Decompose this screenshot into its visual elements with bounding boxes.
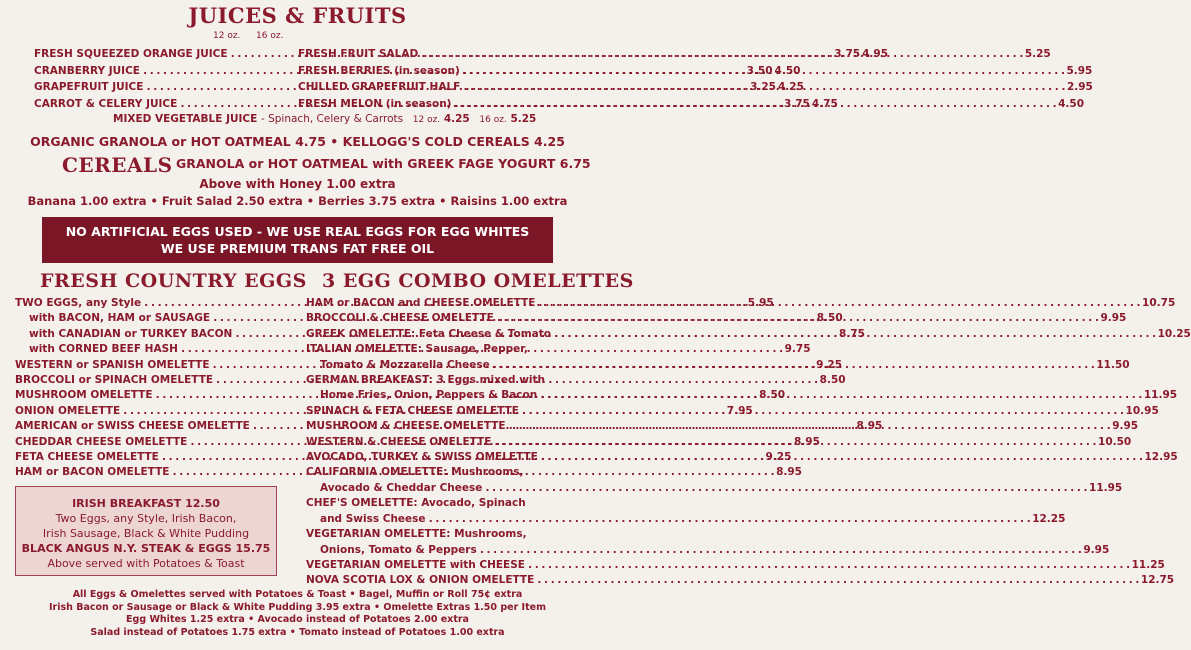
omelette-item-price: 12.25 — [1032, 512, 1066, 525]
cereal-line-2: GRANOLA or HOT OATMEAL with GREEK FAGE YOGURT 6.75 — [176, 156, 591, 171]
omelette-item-price: 10.95 — [1125, 404, 1159, 417]
juice-name: CARROT & CELERY JUICE . . . — [34, 96, 782, 113]
specials-box — [15, 486, 277, 576]
omelette-item-price: 12.75 — [1140, 574, 1175, 587]
fruit-item-name: FRESH FRUIT SALAD . . . — [298, 46, 1023, 63]
egg-item-name: WESTERN or SPANISH OMELETTE . . . — [15, 358, 814, 373]
omelette-item-name: Onions, Tomato & Peppers . . . — [320, 543, 1081, 558]
egg-item-price: 8.50 — [816, 312, 843, 325]
omelette-item — [306, 465, 568, 480]
egg-item-name: FETA CHEESE OMELETTE . . . — [15, 450, 764, 465]
juice-price-small: 3.50 — [746, 64, 773, 77]
size-large-label: 16 oz. — [256, 31, 284, 41]
cereal-line-3: Above with Honey 1.00 extra — [199, 177, 396, 191]
omelette-item — [306, 543, 1110, 558]
egg-item-name: MUSHROOM OMELETTE . . . — [15, 388, 757, 403]
steak-eggs-line-1: Above served with Potatoes & Toast — [47, 557, 245, 570]
footer-line-1: All Eggs & Omelettes served with Potatoes & Toast • Bagel, Muffin or Roll 75¢ extra — [72, 589, 523, 600]
omelette-item-name: Home Fries, Onion, Peppers & Bacon . . . — [320, 388, 1142, 403]
egg-item-price: 8.50 — [819, 374, 846, 387]
juice-price-large: 4.75 — [811, 97, 838, 110]
egg-item-name: HAM or BACON OMELETTE . . . — [15, 465, 774, 480]
omelette-item-name: MUSHROOM & CHEESE OMELETTE . . . — [306, 419, 1110, 434]
omelette-item-name: ITALIAN OMELETTE: Sausage, Pepper, — [306, 343, 528, 356]
omelette-item — [306, 481, 1123, 496]
steak-eggs-title: BLACK ANGUS N.Y. STEAK & EGGS 15.75 — [21, 542, 271, 555]
omelette-item — [306, 512, 1066, 527]
egg-item-name: with CORNED BEEF HASH . . . — [29, 342, 783, 357]
mixed-juice-line — [113, 113, 536, 125]
size-small-label: 12 oz. — [213, 31, 241, 41]
egg-item-name: AMERICAN or SWISS CHEESE OMELETTE . . . — [15, 419, 854, 434]
juice-name: CRANBERRY JUICE . . . — [34, 63, 745, 80]
omelette-item-name: AVOCADO, TURKEY & SWISS OMELETTE . . . — [306, 450, 1142, 465]
irish-breakfast-line-2: Irish Sausage, Black & White Pudding — [42, 527, 250, 540]
omelette-item-price: 11.25 — [1131, 558, 1165, 571]
omelette-item-name: BROCCOLI & CHEESE OMELETTE . . . — [306, 311, 1098, 326]
fruit-item-price: 2.95 — [1066, 81, 1093, 93]
cereal-line-1: ORGANIC GRANOLA or HOT OATMEAL 4.75 • KELLOGG'S COLD CEREALS 4.25 — [30, 134, 565, 149]
mixed-juice-name: MIXED VEGETABLE JUICE — [113, 113, 258, 125]
omelette-item — [306, 373, 568, 388]
omelette-item-name: GERMAN BREAKFAST: 3 Eggs mixed with — [306, 374, 545, 387]
omelette-item-name: NOVA SCOTIA LOX & ONION OMELETTE . . . — [306, 573, 1139, 588]
egg-item-price: 8.50 — [759, 389, 786, 402]
omelette-item — [306, 342, 568, 357]
mixed-price-large: 5.25 — [510, 113, 537, 125]
egg-item-name: with BACON, HAM or SAUSAGE . . . — [29, 311, 815, 326]
juice-price-small: 3.75 — [834, 48, 861, 60]
omelette-item — [306, 558, 1165, 573]
omelette-item-name: SPINACH & FETA CHEESE OMELETTE . . . — [306, 404, 1124, 419]
omelette-item-name: Avocado & Cheddar Cheese . . . — [320, 481, 1087, 496]
omelette-item-price: 10.75 — [1142, 297, 1176, 309]
egg-item-price: 8.95 — [776, 466, 802, 479]
juice-price-large: 4.25 — [778, 81, 804, 93]
mixed-juice-desc: - Spinach, Celery & Carrots — [260, 113, 404, 125]
banner-line-1: NO ARTIFICIAL EGGS USED - WE USE REAL EGGS FOR EGG WHITES — [65, 224, 530, 239]
fruit-item-price: 5.95 — [1066, 64, 1093, 77]
juice-name: FRESH SQUEEZED ORANGE JUICE . . . — [34, 46, 832, 63]
omelette-item-name: WESTERN & CHEESE OMELETTE . . . — [306, 435, 1096, 450]
omelette-item — [306, 496, 568, 511]
juices-title: JUICES & FRUITS — [188, 3, 407, 28]
fruit-item-name: FRESH BERRIES (in season) . . . — [298, 63, 1064, 80]
footer-notes — [0, 589, 595, 639]
omelette-item-price: 11.50 — [1096, 358, 1130, 371]
footer-line-4: Salad instead of Potatoes 1.75 extra • Tomato instead of Potatoes 1.00 extra — [90, 626, 505, 638]
mixed-size-large: 16 oz. — [479, 115, 507, 125]
omelette-item — [306, 573, 1175, 588]
omelette-item-name: VEGETARIAN OMELETTE: Mushrooms, — [306, 528, 527, 541]
juice-price-large: 4.95 — [862, 48, 889, 60]
omelettes-title: 3 EGG COMBO OMELETTES — [322, 270, 634, 292]
juice-price-small: 3.75 — [783, 97, 810, 110]
cereals-title: CEREALS — [62, 153, 173, 177]
omelette-item-price: 10.25 — [1157, 327, 1191, 340]
omelette-item-name: CALIFORNIA OMELETTE: Mushrooms, — [306, 466, 524, 479]
omelette-item-price: 11.95 — [1143, 389, 1178, 402]
omelette-item-name: Tomato & Mozzarella Cheese . . . — [320, 358, 1094, 373]
omelette-item-price: 11.95 — [1089, 481, 1123, 494]
egg-item-price: 9.25 — [816, 358, 843, 371]
irish-breakfast-line-1: Two Eggs, any Style, Irish Bacon, — [55, 512, 237, 525]
omelette-item-price: 9.95 — [1083, 543, 1110, 556]
egg-item-name: CHEDDAR CHEESE OMELETTE . . . — [15, 435, 792, 450]
footer-line-2: Irish Bacon or Sausage or Black & White Pudding 3.95 extra • Omelette Extras 1.50 per Item — [49, 601, 546, 613]
egg-item-price: 8.75 — [838, 327, 865, 340]
omelette-item-price: 10.50 — [1098, 435, 1132, 448]
egg-item-name: BROCCOLI or SPINACH OMELETTE . . . — [15, 373, 818, 388]
mixed-price-small: 4.25 — [443, 113, 470, 125]
egg-item-price: 9.75 — [784, 343, 811, 356]
egg-item-name: ONION OMELETTE . . . — [15, 404, 725, 419]
egg-item-name: with CANADIAN or TURKEY BACON . . . — [29, 327, 837, 342]
omelette-item-price: 9.95 — [1100, 312, 1127, 325]
fruit-item-name: CHILLED GRAPEFRUIT HALF . . . — [298, 79, 1065, 96]
footer-line-3: Egg Whites 1.25 extra • Avocado instead of Potatoes 2.00 extra — [126, 614, 469, 625]
omelette-item-price: 9.95 — [1112, 420, 1139, 433]
juice-price-large: 4.50 — [774, 64, 801, 77]
egg-item-price: 8.95 — [856, 420, 883, 433]
egg-item-price: 8.95 — [793, 435, 820, 448]
juice-name: GRAPEFRUIT JUICE . . . — [34, 79, 748, 96]
banner-line-2: WE USE PREMIUM TRANS FAT FREE OIL — [160, 241, 435, 256]
egg-item-price: 5.95 — [747, 297, 774, 309]
juice-price-small: 3.25 — [750, 81, 776, 93]
omelette-item-name: GREEK OMELETTE: Feta Cheese & Tomato . . . — [306, 327, 1156, 342]
fruit-item-price: 5.25 — [1024, 48, 1051, 60]
cereal-line-4: Banana 1.00 extra • Fruit Salad 2.50 extra • Berries 3.75 extra • Raisins 1.00 extra — [27, 194, 568, 208]
egg-item-name: TWO EGGS, any Style . . . — [15, 296, 746, 311]
omelette-item — [306, 527, 568, 542]
omelette-item-price: 12.95 — [1144, 451, 1178, 464]
fruit-item-name: FRESH MELON (in season) . . . — [298, 96, 1056, 113]
notice-banner — [42, 217, 553, 263]
omelette-item-name: VEGETARIAN OMELETTE with CHEESE . . . — [306, 558, 1130, 573]
mixed-size-small: 12 oz. — [412, 115, 441, 125]
egg-item-price: 7.95 — [726, 404, 753, 417]
egg-item-price: 9.25 — [765, 451, 792, 464]
omelette-item-name: HAM or BACON and CHEESE OMELETTE . . . — [306, 296, 1140, 311]
irish-breakfast-title: IRISH BREAKFAST 12.50 — [72, 497, 220, 510]
omelette-item-name: CHEF'S OMELETTE: Avocado, Spinach — [306, 497, 526, 510]
fruit-item-price: 4.50 — [1058, 97, 1085, 110]
omelette-item-name: and Swiss Cheese . . . — [320, 512, 1030, 527]
eggs-title: FRESH COUNTRY EGGS — [40, 270, 307, 292]
